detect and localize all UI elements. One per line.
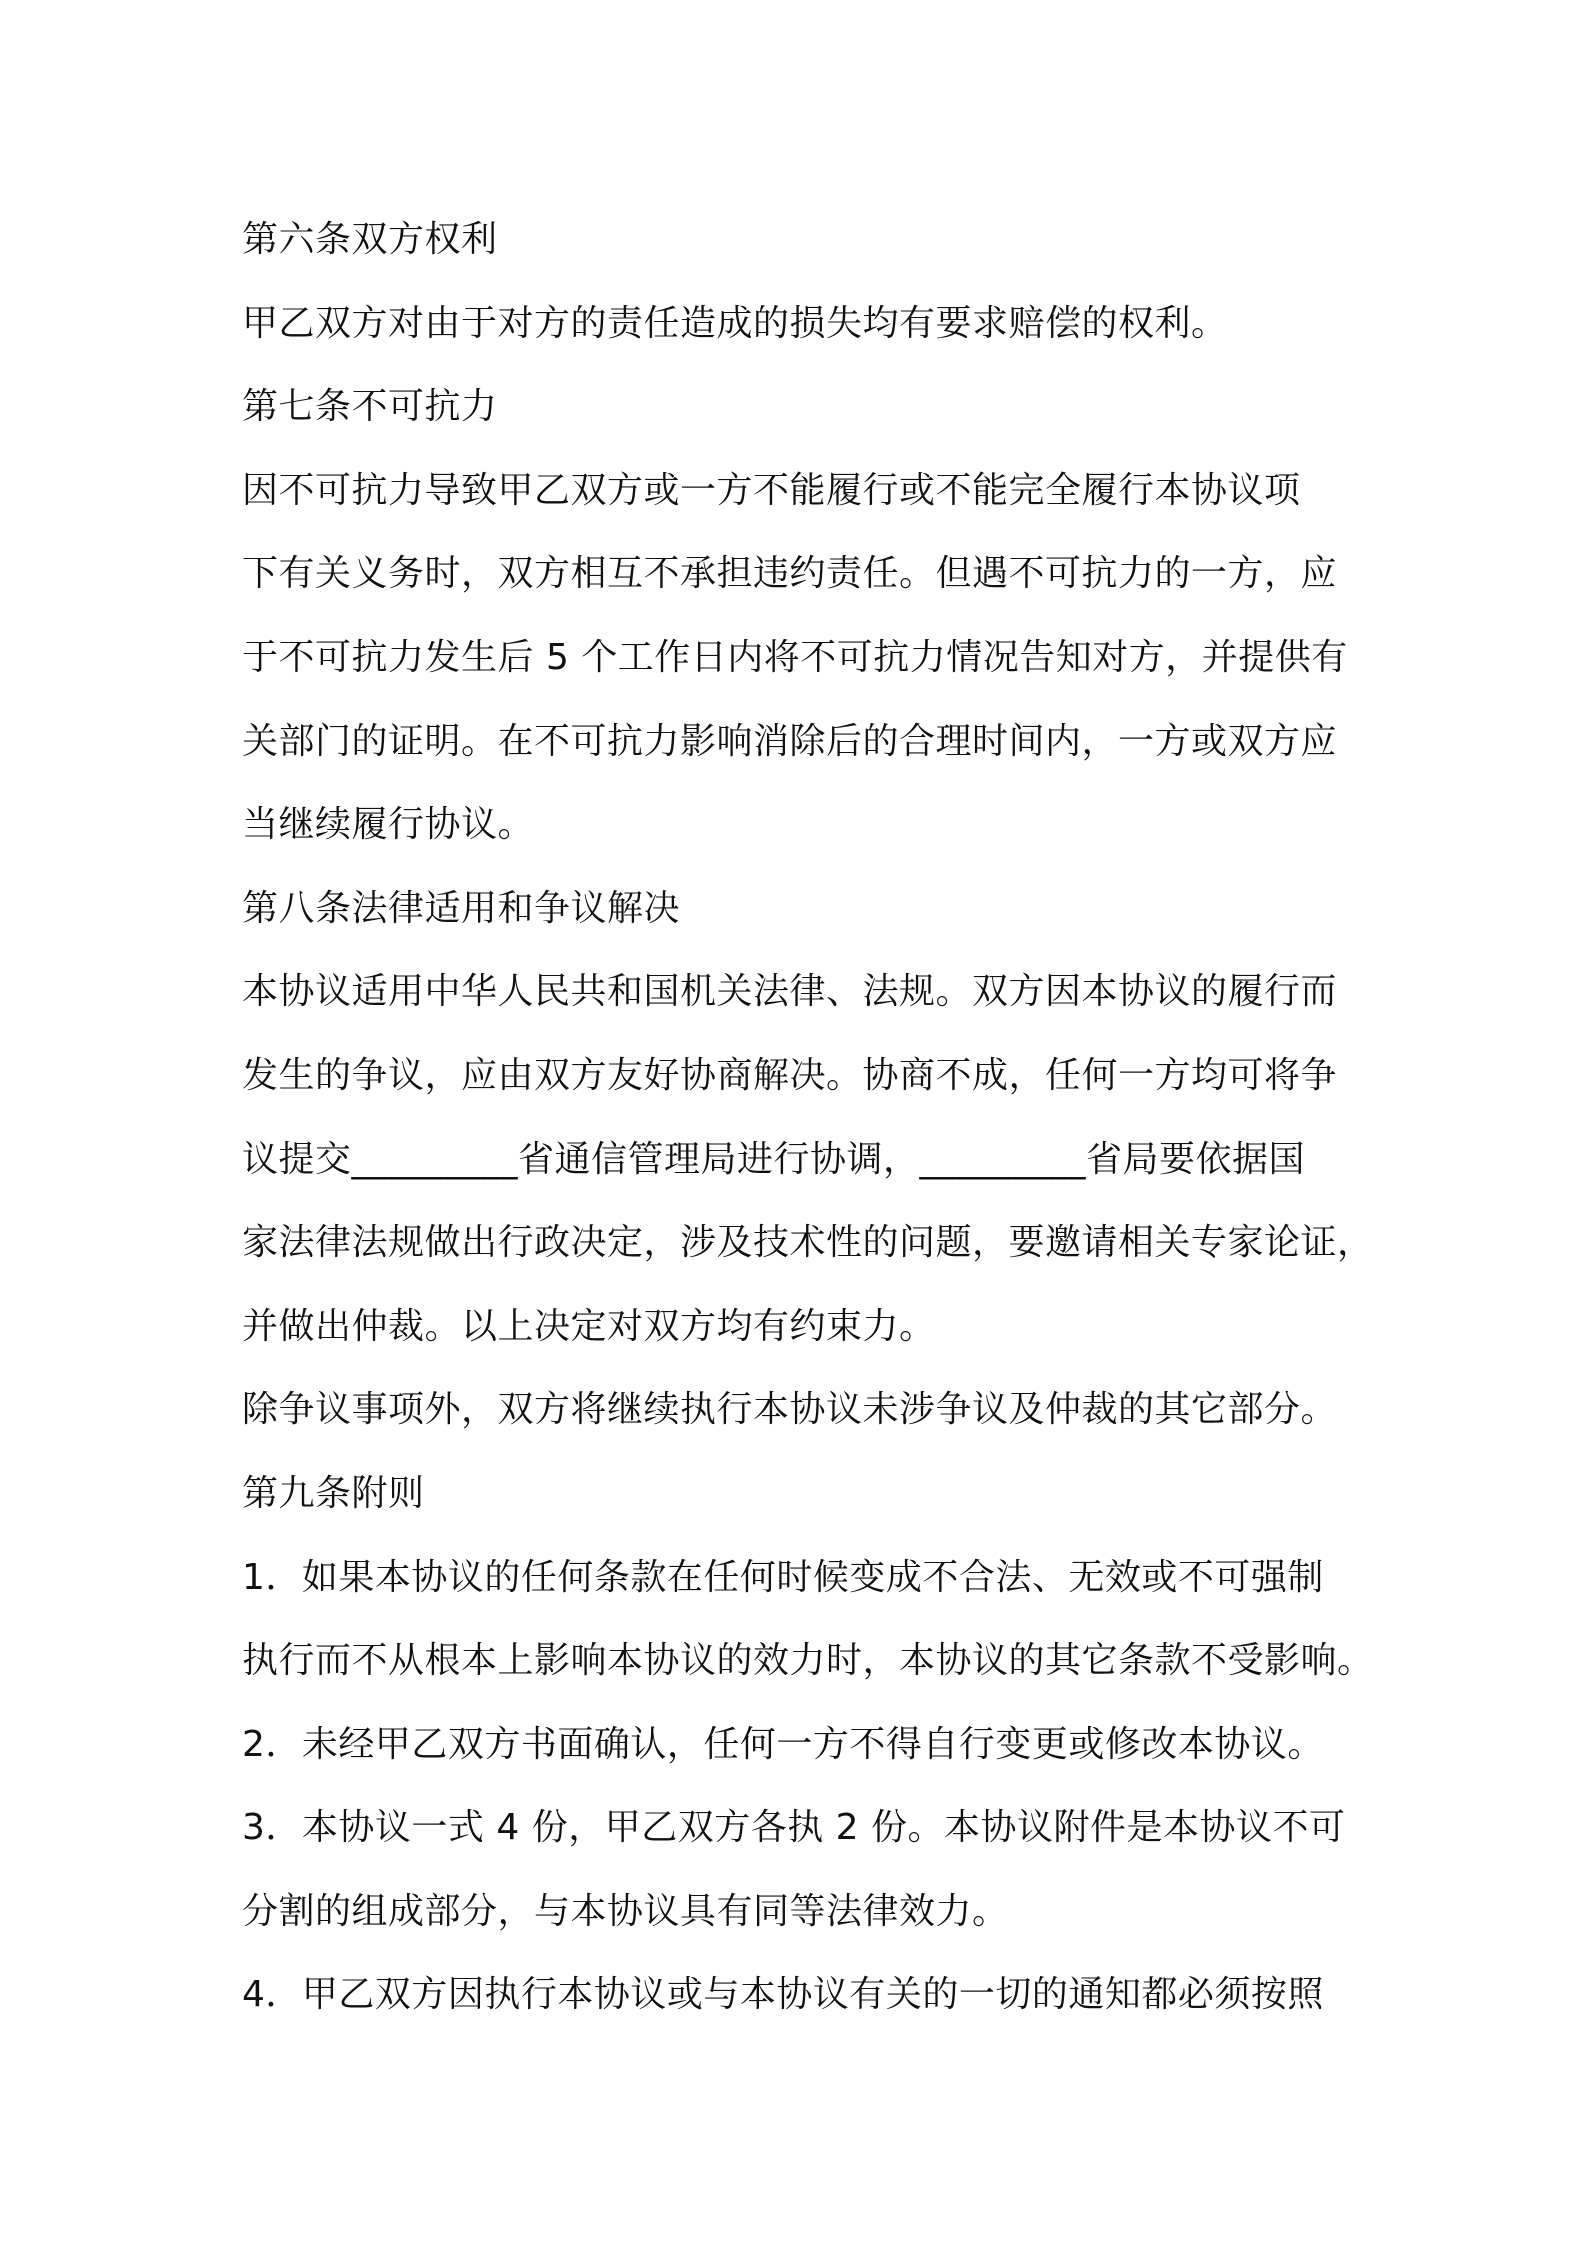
text-line: 除争议事项外，双方将继续执行本协议未涉争议及仲裁的其它部分。	[242, 1389, 1338, 1431]
text-line: 分割的组成部分，与本协议具有同等法律效力。	[242, 1890, 1009, 1932]
article-8-heading: 第八条法律适用和争议解决	[242, 887, 681, 929]
text-line: 于不可抗力发生后 5 个工作日内将不可抗力情况告知对方，并提供有	[242, 636, 1348, 678]
text-line: 执行而不从根本上影响本协议的效力时，本协议的其它条款不受影响。	[242, 1640, 1374, 1682]
text-line: 家法律法规做出行政决定，涉及技术性的问题，要邀请相关专家论证，	[242, 1222, 1374, 1264]
article-6-heading: 第六条双方权利	[242, 219, 498, 260]
text-line: 并做出仲裁。以上决定对双方均有约束力。	[242, 1305, 936, 1347]
clause-4-line: 4．甲乙双方因执行本协议或与本协议有关的一切的通知都必须按照	[242, 1974, 1324, 2016]
text-line: 发生的争议，应由双方友好协商解决。协商不成，任何一方均可将争	[242, 1054, 1338, 1096]
text-line: 当继续履行协议。	[242, 804, 535, 846]
article-9-heading: 第九条附则	[242, 1472, 425, 1514]
text-line: 本协议适用中华人民共和国机关法律、法规。双方因本协议的履行而	[242, 971, 1338, 1013]
document-body	[242, 198, 1374, 2037]
text-line: 议提交_________省通信管理局进行协调，_________省局要依据国	[242, 1138, 1306, 1180]
text-line: 下有关义务时，双方相互不承担违约责任。但遇不可抗力的一方，应	[242, 553, 1338, 595]
clause-3-line: 3．本协议一式 4 份，甲乙双方各执 2 份。本协议附件是本协议不可	[242, 1807, 1346, 1849]
clause-2-line: 2．未经甲乙双方书面确认，任何一方不得自行变更或修改本协议。	[242, 1723, 1324, 1765]
text-line: 因不可抗力导致甲乙双方或一方不能履行或不能完全履行本协议项	[242, 469, 1301, 511]
clause-1-line: 1．如果本协议的任何条款在任何时候变成不合法、无效或不可强制	[242, 1556, 1324, 1598]
text-line: 甲乙双方对由于对方的责任造成的损失均有要求赔偿的权利。	[242, 302, 1228, 344]
article-7-heading: 第七条不可抗力	[242, 386, 498, 428]
text-line: 关部门的证明。在不可抗力影响消除后的合理时间内，一方或双方应	[242, 720, 1338, 762]
